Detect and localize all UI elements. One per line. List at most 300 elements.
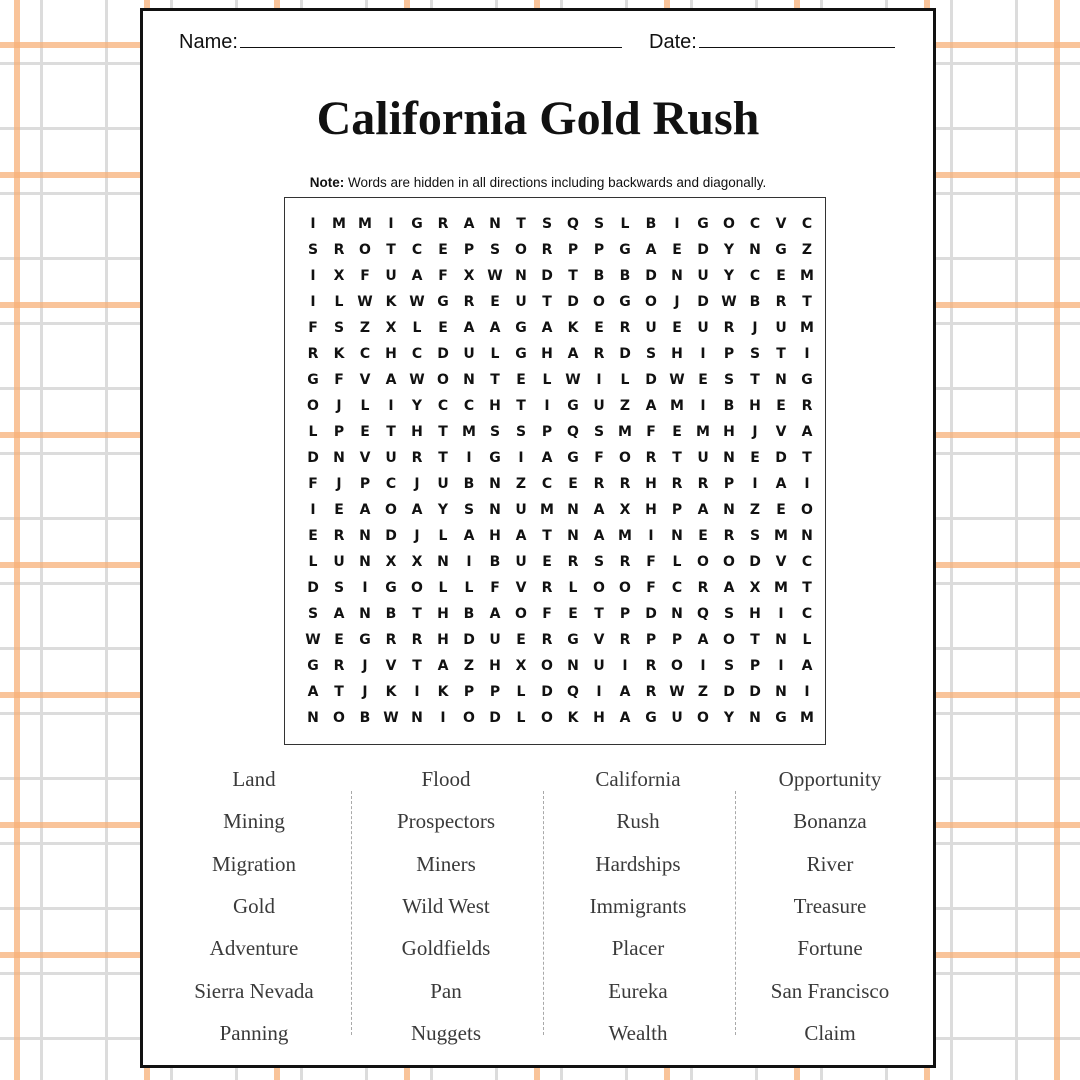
grid-letter[interactable]: G [619, 242, 631, 258]
grid-letter[interactable]: K [385, 294, 397, 310]
grid-letter[interactable]: W [409, 294, 425, 310]
grid-letter[interactable]: S [593, 424, 605, 440]
grid-letter[interactable]: P [463, 242, 475, 258]
grid-letter[interactable]: M [800, 320, 814, 336]
grid-letter[interactable]: A [775, 476, 787, 492]
grid-letter[interactable]: T [386, 424, 396, 440]
grid-letter[interactable]: M [800, 710, 814, 726]
grid-letter[interactable]: I [310, 294, 316, 310]
grid-letter[interactable]: W [721, 294, 737, 310]
grid-letter[interactable]: T [334, 684, 344, 700]
grid-letter[interactable]: H [749, 606, 761, 622]
grid-letter[interactable]: J [336, 398, 342, 414]
grid-letter[interactable]: S [723, 658, 735, 674]
grid-letter[interactable]: S [749, 346, 761, 362]
grid-letter[interactable]: S [723, 606, 735, 622]
grid-letter[interactable]: R [411, 632, 423, 648]
grid-letter[interactable]: D [385, 528, 397, 544]
grid-letter[interactable]: W [669, 684, 685, 700]
grid-letter[interactable]: X [385, 320, 397, 336]
grid-letter[interactable]: R [645, 684, 657, 700]
grid-letter[interactable]: I [674, 216, 680, 232]
grid-letter[interactable]: Z [749, 502, 761, 518]
grid-letter[interactable]: N [775, 372, 787, 388]
grid-letter[interactable]: B [359, 710, 371, 726]
grid-letter[interactable]: J [414, 476, 420, 492]
grid-letter[interactable]: H [645, 476, 657, 492]
grid-letter[interactable]: A [541, 320, 553, 336]
grid-letter[interactable]: T [568, 268, 578, 284]
grid-letter[interactable]: N [359, 528, 371, 544]
grid-letter[interactable]: T [750, 372, 760, 388]
grid-letter[interactable]: A [619, 710, 631, 726]
grid-letter[interactable]: W [305, 632, 321, 648]
grid-letter[interactable]: N [333, 450, 345, 466]
grid-letter[interactable]: D [463, 632, 475, 648]
grid-letter[interactable]: R [671, 476, 683, 492]
grid-letter[interactable]: A [515, 528, 527, 544]
grid-letter[interactable]: O [307, 398, 319, 414]
grid-letter[interactable]: S [723, 372, 735, 388]
grid-letter[interactable]: L [438, 580, 448, 596]
grid-letter[interactable]: J [674, 294, 680, 310]
grid-letter[interactable]: N [775, 632, 787, 648]
grid-letter[interactable]: R [463, 294, 475, 310]
grid-letter[interactable]: K [567, 320, 579, 336]
grid-letter[interactable]: O [593, 580, 605, 596]
grid-letter[interactable]: T [412, 658, 422, 674]
grid-letter[interactable]: H [385, 346, 397, 362]
grid-letter[interactable]: I [778, 658, 784, 674]
grid-letter[interactable]: S [489, 424, 501, 440]
grid-letter[interactable]: I [804, 476, 810, 492]
grid-letter[interactable]: L [620, 216, 630, 232]
grid-letter[interactable]: B [489, 554, 501, 570]
grid-letter[interactable]: C [801, 216, 813, 232]
grid-letter[interactable]: T [516, 216, 526, 232]
grid-letter[interactable]: G [645, 710, 657, 726]
grid-letter[interactable]: S [541, 216, 553, 232]
grid-letter[interactable]: L [308, 554, 318, 570]
grid-letter[interactable]: A [645, 242, 657, 258]
grid-letter[interactable]: N [671, 606, 683, 622]
grid-letter[interactable]: H [411, 424, 423, 440]
grid-letter[interactable]: O [515, 606, 527, 622]
grid-letter[interactable]: P [333, 424, 345, 440]
grid-letter[interactable]: R [619, 554, 631, 570]
grid-letter[interactable]: G [307, 372, 319, 388]
grid-letter[interactable]: W [357, 294, 373, 310]
grid-letter[interactable]: A [593, 528, 605, 544]
grid-letter[interactable]: K [333, 346, 345, 362]
grid-letter[interactable]: R [333, 242, 345, 258]
grid-letter[interactable]: U [775, 320, 787, 336]
grid-letter[interactable]: E [516, 632, 526, 648]
grid-letter[interactable]: R [697, 580, 709, 596]
grid-letter[interactable]: A [437, 658, 449, 674]
grid-letter[interactable]: R [593, 346, 605, 362]
grid-letter[interactable]: E [334, 502, 344, 518]
grid-letter[interactable]: U [515, 502, 527, 518]
grid-letter[interactable]: R [333, 658, 345, 674]
grid-letter[interactable]: U [515, 294, 527, 310]
grid-letter[interactable]: D [541, 268, 553, 284]
grid-letter[interactable]: U [645, 320, 657, 336]
grid-letter[interactable]: L [464, 580, 474, 596]
grid-letter[interactable]: W [383, 710, 399, 726]
grid-letter[interactable]: L [672, 554, 682, 570]
grid-letter[interactable]: U [437, 476, 449, 492]
grid-letter[interactable]: C [411, 346, 423, 362]
grid-letter[interactable]: X [333, 268, 345, 284]
grid-letter[interactable]: D [307, 580, 319, 596]
grid-letter[interactable]: G [567, 398, 579, 414]
grid-letter[interactable]: O [333, 710, 345, 726]
grid-letter[interactable]: M [618, 528, 632, 544]
grid-letter[interactable]: O [411, 580, 423, 596]
grid-letter[interactable]: I [700, 658, 706, 674]
grid-letter[interactable]: I [596, 372, 602, 388]
grid-letter[interactable]: Q [567, 216, 579, 232]
grid-letter[interactable]: S [463, 502, 475, 518]
grid-letter[interactable]: J [362, 658, 368, 674]
grid-letter[interactable]: R [567, 554, 579, 570]
grid-letter[interactable]: A [359, 502, 371, 518]
grid-letter[interactable]: T [412, 606, 422, 622]
grid-letter[interactable]: O [697, 710, 709, 726]
grid-letter[interactable]: D [645, 372, 657, 388]
grid-letter[interactable]: Z [463, 658, 475, 674]
grid-letter[interactable]: M [696, 424, 710, 440]
grid-letter[interactable]: I [440, 710, 446, 726]
grid-letter[interactable]: N [411, 710, 423, 726]
grid-letter[interactable]: O [697, 554, 709, 570]
date-field[interactable] [649, 27, 895, 54]
grid-letter[interactable]: J [362, 684, 368, 700]
grid-letter[interactable]: H [723, 424, 735, 440]
grid-letter[interactable]: C [463, 398, 475, 414]
grid-letter[interactable]: T [802, 450, 812, 466]
grid-letter[interactable]: I [752, 476, 758, 492]
grid-letter[interactable]: T [750, 632, 760, 648]
grid-letter[interactable]: I [310, 268, 316, 284]
grid-letter[interactable]: D [723, 684, 735, 700]
grid-letter[interactable]: U [593, 398, 605, 414]
name-field[interactable] [179, 27, 622, 54]
grid-letter[interactable]: R [619, 320, 631, 336]
grid-letter[interactable]: Z [515, 476, 527, 492]
grid-letter[interactable]: O [541, 710, 553, 726]
grid-letter[interactable]: N [437, 554, 449, 570]
grid-letter[interactable]: G [437, 294, 449, 310]
grid-letter[interactable]: E [672, 320, 682, 336]
grid-letter[interactable]: V [359, 372, 371, 388]
grid-letter[interactable]: O [359, 242, 371, 258]
grid-letter[interactable]: O [463, 710, 475, 726]
grid-letter[interactable]: I [518, 450, 524, 466]
grid-letter[interactable]: I [466, 554, 472, 570]
grid-letter[interactable]: A [385, 372, 397, 388]
grid-letter[interactable]: H [489, 658, 501, 674]
grid-letter[interactable]: E [308, 528, 318, 544]
grid-letter[interactable]: E [672, 242, 682, 258]
grid-letter[interactable]: S [645, 346, 657, 362]
grid-letter[interactable]: K [385, 684, 397, 700]
grid-letter[interactable]: R [307, 346, 319, 362]
grid-letter[interactable]: A [619, 684, 631, 700]
grid-letter[interactable]: G [515, 320, 527, 336]
grid-letter[interactable]: R [645, 450, 657, 466]
grid-letter[interactable]: Q [697, 606, 709, 622]
grid-letter[interactable]: E [594, 320, 604, 336]
grid-letter[interactable]: A [801, 424, 813, 440]
grid-letter[interactable]: D [697, 242, 709, 258]
grid-letter[interactable]: E [516, 372, 526, 388]
grid-letter[interactable]: W [409, 372, 425, 388]
grid-letter[interactable]: O [619, 450, 631, 466]
grid-letter[interactable]: U [463, 346, 475, 362]
grid-letter[interactable]: I [310, 216, 316, 232]
grid-letter[interactable]: P [567, 242, 579, 258]
grid-letter[interactable]: L [308, 424, 318, 440]
grid-letter[interactable]: C [749, 268, 761, 284]
grid-letter[interactable]: O [385, 502, 397, 518]
grid-letter[interactable]: P [359, 476, 371, 492]
grid-letter[interactable]: T [542, 294, 552, 310]
grid-letter[interactable]: E [438, 320, 448, 336]
grid-letter[interactable]: R [541, 580, 553, 596]
grid-letter[interactable]: M [774, 580, 788, 596]
grid-letter[interactable]: B [723, 398, 735, 414]
grid-letter[interactable]: A [697, 502, 709, 518]
grid-letter[interactable]: S [593, 554, 605, 570]
grid-letter[interactable]: J [752, 424, 758, 440]
grid-letter[interactable]: T [672, 450, 682, 466]
grid-letter[interactable]: Y [723, 710, 735, 726]
grid-letter[interactable]: Y [723, 242, 735, 258]
grid-letter[interactable]: O [801, 502, 813, 518]
grid-letter[interactable]: S [515, 424, 527, 440]
grid-letter[interactable]: V [593, 632, 605, 648]
grid-letter[interactable]: N [723, 450, 735, 466]
grid-letter[interactable]: G [567, 632, 579, 648]
grid-letter[interactable]: U [385, 268, 397, 284]
grid-letter[interactable]: I [466, 450, 472, 466]
grid-letter[interactable]: H [437, 632, 449, 648]
grid-letter[interactable]: I [804, 684, 810, 700]
grid-letter[interactable]: H [437, 606, 449, 622]
grid-letter[interactable]: I [388, 216, 394, 232]
grid-letter[interactable]: A [593, 502, 605, 518]
grid-letter[interactable]: N [489, 476, 501, 492]
grid-letter[interactable]: L [360, 398, 370, 414]
grid-letter[interactable]: O [593, 294, 605, 310]
grid-letter[interactable]: X [515, 658, 527, 674]
grid-letter[interactable]: E [490, 294, 500, 310]
grid-letter[interactable]: U [333, 554, 345, 570]
grid-letter[interactable]: L [516, 710, 526, 726]
grid-letter[interactable]: N [307, 710, 319, 726]
grid-letter[interactable]: A [411, 268, 423, 284]
grid-letter[interactable]: X [619, 502, 631, 518]
grid-letter[interactable]: E [776, 398, 786, 414]
grid-letter[interactable]: N [775, 684, 787, 700]
grid-letter[interactable]: R [385, 632, 397, 648]
grid-letter[interactable]: X [749, 580, 761, 596]
grid-letter[interactable]: E [698, 528, 708, 544]
grid-letter[interactable]: F [646, 424, 656, 440]
grid-letter[interactable]: C [411, 242, 423, 258]
grid-letter[interactable]: E [360, 424, 370, 440]
grid-letter[interactable]: K [437, 684, 449, 700]
grid-letter[interactable]: N [801, 528, 813, 544]
grid-letter[interactable]: P [671, 632, 683, 648]
grid-letter[interactable]: R [541, 242, 553, 258]
grid-letter[interactable]: D [437, 346, 449, 362]
grid-letter[interactable]: E [672, 424, 682, 440]
grid-letter[interactable]: D [541, 684, 553, 700]
grid-letter[interactable]: F [490, 580, 500, 596]
grid-letter[interactable]: U [489, 632, 501, 648]
grid-letter[interactable]: G [489, 450, 501, 466]
grid-letter[interactable]: G [411, 216, 423, 232]
grid-letter[interactable]: Z [697, 684, 709, 700]
grid-letter[interactable]: O [437, 372, 449, 388]
grid-letter[interactable]: B [593, 268, 605, 284]
grid-letter[interactable]: Z [801, 242, 813, 258]
grid-letter[interactable]: A [463, 216, 475, 232]
grid-letter[interactable]: E [334, 632, 344, 648]
grid-letter[interactable]: C [671, 580, 683, 596]
grid-letter[interactable]: X [385, 554, 397, 570]
grid-letter[interactable]: F [360, 268, 370, 284]
grid-letter[interactable]: Q [567, 684, 579, 700]
grid-letter[interactable]: P [619, 606, 631, 622]
grid-letter[interactable]: M [332, 216, 346, 232]
grid-letter[interactable]: G [775, 710, 787, 726]
grid-letter[interactable]: E [776, 502, 786, 518]
grid-letter[interactable]: D [645, 606, 657, 622]
grid-letter[interactable]: R [541, 632, 553, 648]
grid-letter[interactable]: G [385, 580, 397, 596]
grid-letter[interactable]: D [619, 346, 631, 362]
grid-letter[interactable]: A [463, 528, 475, 544]
grid-letter[interactable]: L [568, 580, 578, 596]
grid-letter[interactable]: P [671, 502, 683, 518]
grid-letter[interactable]: I [414, 684, 420, 700]
grid-letter[interactable]: Q [567, 424, 579, 440]
grid-letter[interactable]: O [541, 658, 553, 674]
grid-letter[interactable]: R [801, 398, 813, 414]
grid-letter[interactable]: T [386, 242, 396, 258]
grid-letter[interactable]: R [593, 476, 605, 492]
grid-letter[interactable]: R [333, 528, 345, 544]
grid-letter[interactable]: O [723, 632, 735, 648]
grid-letter[interactable]: I [622, 658, 628, 674]
grid-letter[interactable]: E [750, 450, 760, 466]
grid-letter[interactable]: P [593, 242, 605, 258]
grid-letter[interactable]: Y [411, 398, 423, 414]
grid-letter[interactable]: V [775, 554, 787, 570]
grid-letter[interactable]: A [567, 346, 579, 362]
grid-letter[interactable]: O [515, 242, 527, 258]
grid-letter[interactable]: X [411, 554, 423, 570]
grid-letter[interactable]: T [516, 398, 526, 414]
grid-letter[interactable]: U [385, 450, 397, 466]
grid-letter[interactable]: E [568, 476, 578, 492]
grid-letter[interactable]: A [541, 450, 553, 466]
grid-letter[interactable]: L [334, 294, 344, 310]
grid-letter[interactable]: D [567, 294, 579, 310]
grid-letter[interactable]: V [775, 216, 787, 232]
grid-letter[interactable]: G [619, 294, 631, 310]
grid-letter[interactable]: I [596, 684, 602, 700]
grid-letter[interactable]: I [648, 528, 654, 544]
grid-letter[interactable]: E [776, 268, 786, 284]
grid-letter[interactable]: P [541, 424, 553, 440]
grid-letter[interactable]: W [669, 372, 685, 388]
grid-letter[interactable]: D [307, 450, 319, 466]
grid-letter[interactable]: J [752, 320, 758, 336]
grid-letter[interactable]: G [801, 372, 813, 388]
grid-letter[interactable]: O [645, 294, 657, 310]
grid-letter[interactable]: D [489, 710, 501, 726]
grid-letter[interactable]: N [567, 502, 579, 518]
grid-letter[interactable]: A [697, 632, 709, 648]
grid-letter[interactable]: O [723, 216, 735, 232]
grid-letter[interactable]: F [308, 476, 318, 492]
grid-letter[interactable]: W [565, 372, 581, 388]
grid-letter[interactable]: U [697, 450, 709, 466]
grid-letter[interactable]: C [749, 216, 761, 232]
grid-letter[interactable]: M [774, 528, 788, 544]
grid-letter[interactable]: H [489, 528, 501, 544]
grid-letter[interactable]: J [414, 528, 420, 544]
grid-letter[interactable]: P [723, 476, 735, 492]
grid-letter[interactable]: A [723, 580, 735, 596]
grid-letter[interactable]: H [671, 346, 683, 362]
grid-letter[interactable]: F [438, 268, 448, 284]
grid-letter[interactable]: V [515, 580, 527, 596]
grid-letter[interactable]: S [307, 242, 319, 258]
grid-letter[interactable]: R [697, 476, 709, 492]
grid-letter[interactable]: X [463, 268, 475, 284]
grid-letter[interactable]: N [515, 268, 527, 284]
grid-letter[interactable]: B [619, 268, 631, 284]
grid-letter[interactable]: C [385, 476, 397, 492]
grid-letter[interactable]: N [489, 216, 501, 232]
grid-letter[interactable]: A [801, 658, 813, 674]
grid-letter[interactable]: L [438, 528, 448, 544]
grid-letter[interactable]: P [645, 632, 657, 648]
grid-letter[interactable]: S [333, 320, 345, 336]
grid-letter[interactable]: A [307, 684, 319, 700]
grid-letter[interactable]: A [489, 320, 501, 336]
grid-letter[interactable]: V [775, 424, 787, 440]
grid-letter[interactable]: G [359, 632, 371, 648]
grid-letter[interactable]: R [619, 476, 631, 492]
grid-letter[interactable]: R [619, 632, 631, 648]
grid-letter[interactable]: Z [619, 398, 631, 414]
grid-letter[interactable]: A [645, 398, 657, 414]
grid-letter[interactable]: A [333, 606, 345, 622]
grid-letter[interactable]: E [438, 242, 448, 258]
grid-letter[interactable]: N [671, 528, 683, 544]
grid-letter[interactable]: T [802, 294, 812, 310]
grid-letter[interactable]: R [645, 658, 657, 674]
grid-letter[interactable]: S [333, 580, 345, 596]
grid-letter[interactable]: G [567, 450, 579, 466]
